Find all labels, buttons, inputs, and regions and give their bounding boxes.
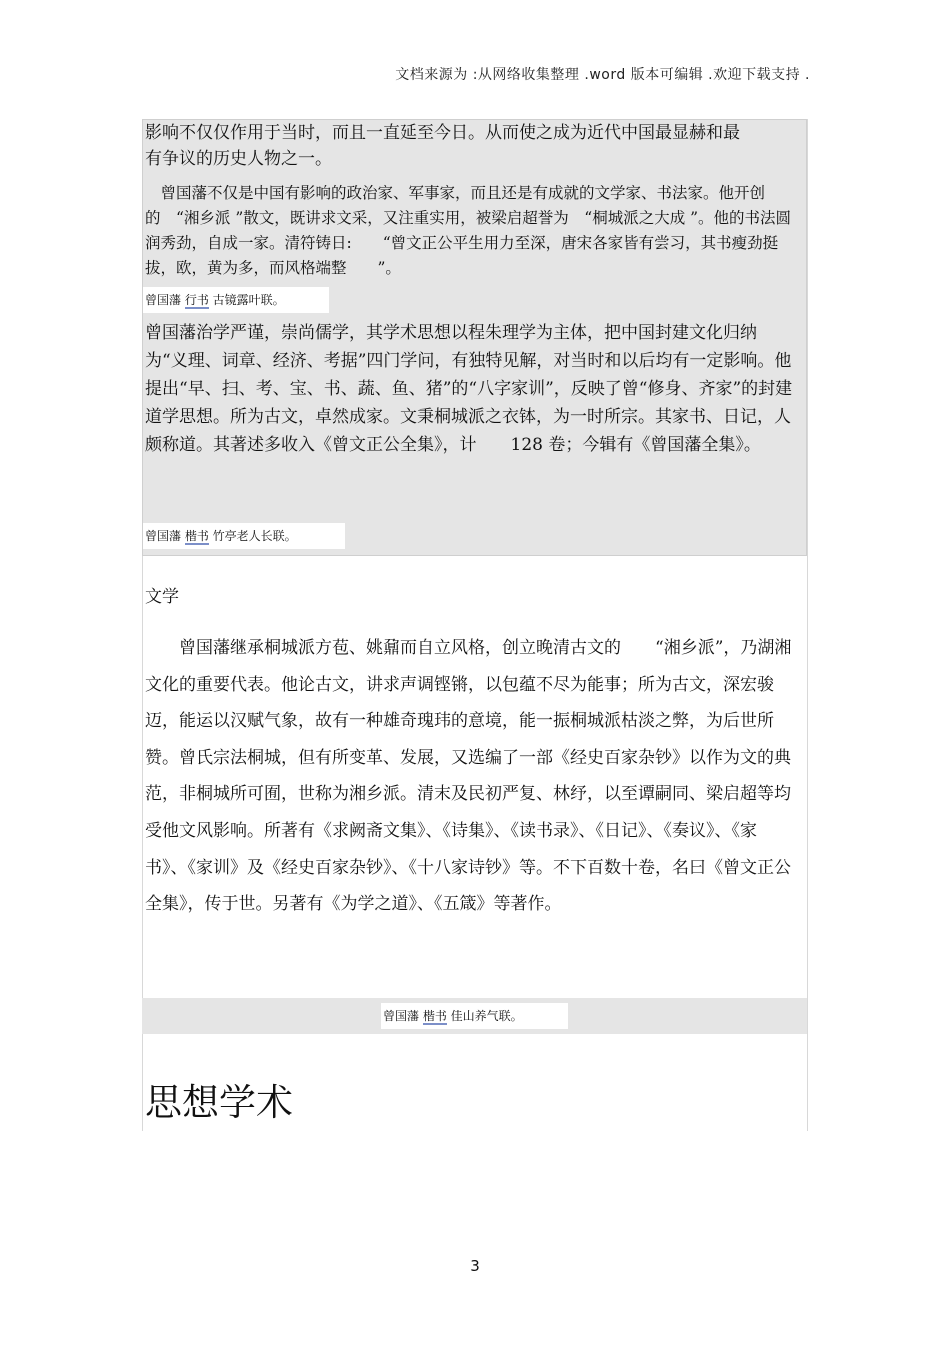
section-heading-thought: 思想学术 bbox=[145, 1081, 293, 1124]
caption-link[interactable]: 楷书 bbox=[184, 529, 209, 543]
caption-prefix: 曾国藩 bbox=[145, 293, 185, 307]
image-caption bbox=[143, 287, 329, 313]
section-title-literature: 文学 bbox=[145, 587, 179, 607]
caption-prefix: 曾国藩 bbox=[145, 529, 185, 543]
image-caption bbox=[143, 523, 345, 549]
paragraph-influence: 影响不仅仅作用于当时，而且一直延至今日。从而使之成为近代中国最显赫和最有争议的历史人物之一。 bbox=[145, 123, 740, 169]
paragraph-literature: 曾国藩继承桐城派方苞、姚鼐而自立风格，创立晚清古文的 “湘乡派”，乃湖湘文化的重要代表。他论古文，讲求声调铿锵，以包蕴不尽为能事；所为古文，深宏骏迈，能运以汉赋气象，故有一种雄奇瑰玮的意境，能一振桐城派枯淡之弊，为后世所赞。曾氏宗法桐城，但有所变革、发展，又选编了一部《经史百家杂钞》以作为文的典范，非桐城所可囿，世称为湘乡派。清末及民初严复、林纾，以至谭嗣同、梁启超等均受他文风影响。所著有《求阙斋文集》、《诗集》、《读书录》、《日记》、《奏议》、《家书》、《家训》及《经史百家杂钞》、《十八家诗钞》等。不下百数十卷，名曰《曾文正公全集》，传于世。另著有《为学之道》、《五箴》等著作。 bbox=[145, 638, 792, 915]
image-caption bbox=[381, 1003, 568, 1029]
caption-suffix: 佳山养气联。 bbox=[446, 1009, 523, 1023]
caption-suffix: 竹亭老人长联。 bbox=[208, 529, 297, 543]
paragraph-calligraphy: 曾国藩不仅是中国有影响的政治家、军事家，而且还是有成就的文学家、书法家。他开创的 “湘乡派 ”散文，既讲求文采，又注重实用，被梁启超誉为 “桐城派之大成 ”。他的书法圆润秀劲，自成一家。清符铸日: “曾文正公平生用力至深，唐宋各家皆有尝习，其书瘦劲挺拔，欧，黄为多，而风格端整 ”。 bbox=[145, 184, 792, 277]
page-number: 3 bbox=[470, 1257, 480, 1275]
page-header: 文档来源为 :从网络收集整理 .word 版本可编辑 .欢迎下载支持 . bbox=[395, 67, 810, 83]
paragraph-scholarship: 曾国藩治学严谨，崇尚儒学，其学术思想以程朱理学为主体，把中国封建文化归纳为“义理、词章、经济、考据”四门学问，有独特见解，对当时和以后均有一定影响。他提出“早、扫、考、宝、书、蔬、鱼、猪”的“八字家训”，反映了曾“修身、齐家”的封建道学思想。所为古文，卓然成家。文秉桐城派之衣钵，为一时所宗。其家书、日记，人颇称道。其著述多收入《曾文正公全集》，计 128 卷；今辑有《曾国藩全集》。 bbox=[145, 323, 793, 455]
caption-suffix: 古镜露叶联。 bbox=[208, 293, 285, 307]
caption-prefix: 曾国藩 bbox=[383, 1009, 423, 1023]
caption-link[interactable]: 行书 bbox=[184, 293, 209, 307]
caption-link[interactable]: 楷书 bbox=[422, 1009, 447, 1023]
